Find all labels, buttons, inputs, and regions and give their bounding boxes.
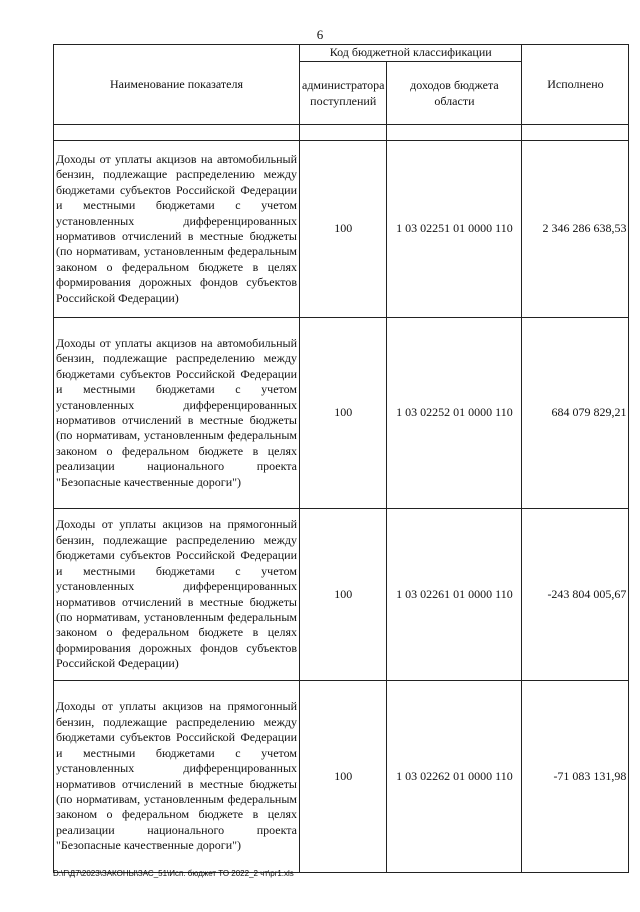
indicator-name: Доходы от уплаты акцизов на прямогонный бензин, подлежащие распределению между бюджетами субъектов Российской Федерации и местными бюджетами с учетом установленных дифференцированных нормативов отчислений в местные бюджеты (по нормативам, установленным федеральным законом о федеральном бюджете в целях реализации национального проекта "Безопасные качественные дороги")	[54, 681, 300, 873]
administrator-code: 100	[300, 318, 387, 509]
executed-amount: 2 346 286 638,53	[522, 141, 629, 318]
spacer-row	[54, 125, 629, 141]
revenue-code: 1 03 02262 01 0000 110	[387, 681, 522, 873]
executed-amount: 684 079 829,21	[522, 318, 629, 509]
indicator-name: Доходы от уплаты акцизов на автомобильный бензин, подлежащие распределению между бюджетами субъектов Российской Федерации и местными бюджетами с учетом установленных дифференцированных нормативов отчислений в местные бюджеты (по нормативам, установленным федеральным законом о федеральном бюджете в целях реализации национального проекта "Безопасные качественные дороги")	[54, 318, 300, 509]
executed-header: Исполнено	[522, 45, 629, 125]
indicator-name-header: Наименование показателя	[54, 45, 300, 125]
revenue-code-header: доходов бюджета области	[387, 62, 522, 125]
budget-revenue-table	[53, 44, 629, 873]
budget-classification-header: Код бюджетной классификации	[300, 45, 522, 62]
executed-amount: -71 083 131,98	[522, 681, 629, 873]
revenue-code: 1 03 02261 01 0000 110	[387, 509, 522, 681]
header-row	[54, 45, 629, 62]
file-path-footer: D:\Г\Д7\2023\ЗАКОНЫ\ЗАС_51\Исп. бюджет ТО 2022_2 чт\pr1.xls	[53, 869, 294, 878]
executed-amount: -243 804 005,67	[522, 509, 629, 681]
table-row	[54, 141, 629, 318]
revenue-code: 1 03 02251 01 0000 110	[387, 141, 522, 318]
page-number: 6	[316, 27, 324, 42]
indicator-name: Доходы от уплаты акцизов на автомобильный бензин, подлежащие распределению между бюджетами субъектов Российской Федерации и местными бюджетами с учетом установленных дифференцированных нормативов отчислений в местные бюджеты (по нормативам, установленным федеральным законом о федеральном бюджете в целях формирования дорожных фондов субъектов Российской Федерации)	[54, 141, 300, 318]
indicator-name: Доходы от уплаты акцизов на прямогонный бензин, подлежащие распределению между бюджетами субъектов Российской Федерации и местными бюджетами с учетом установленных дифференцированных нормативов отчислений в местные бюджеты (по нормативам, установленным федеральным законом о федеральном бюджете в целях формирования дорожных фондов субъектов Российской Федерации)	[54, 509, 300, 681]
administrator-code: 100	[300, 141, 387, 318]
table-row	[54, 509, 629, 681]
administrator-code: 100	[300, 509, 387, 681]
administrator-code-header: администратора поступлений	[300, 62, 387, 125]
table-row	[54, 318, 629, 509]
table-row	[54, 681, 629, 873]
administrator-code: 100	[300, 681, 387, 873]
revenue-code: 1 03 02252 01 0000 110	[387, 318, 522, 509]
